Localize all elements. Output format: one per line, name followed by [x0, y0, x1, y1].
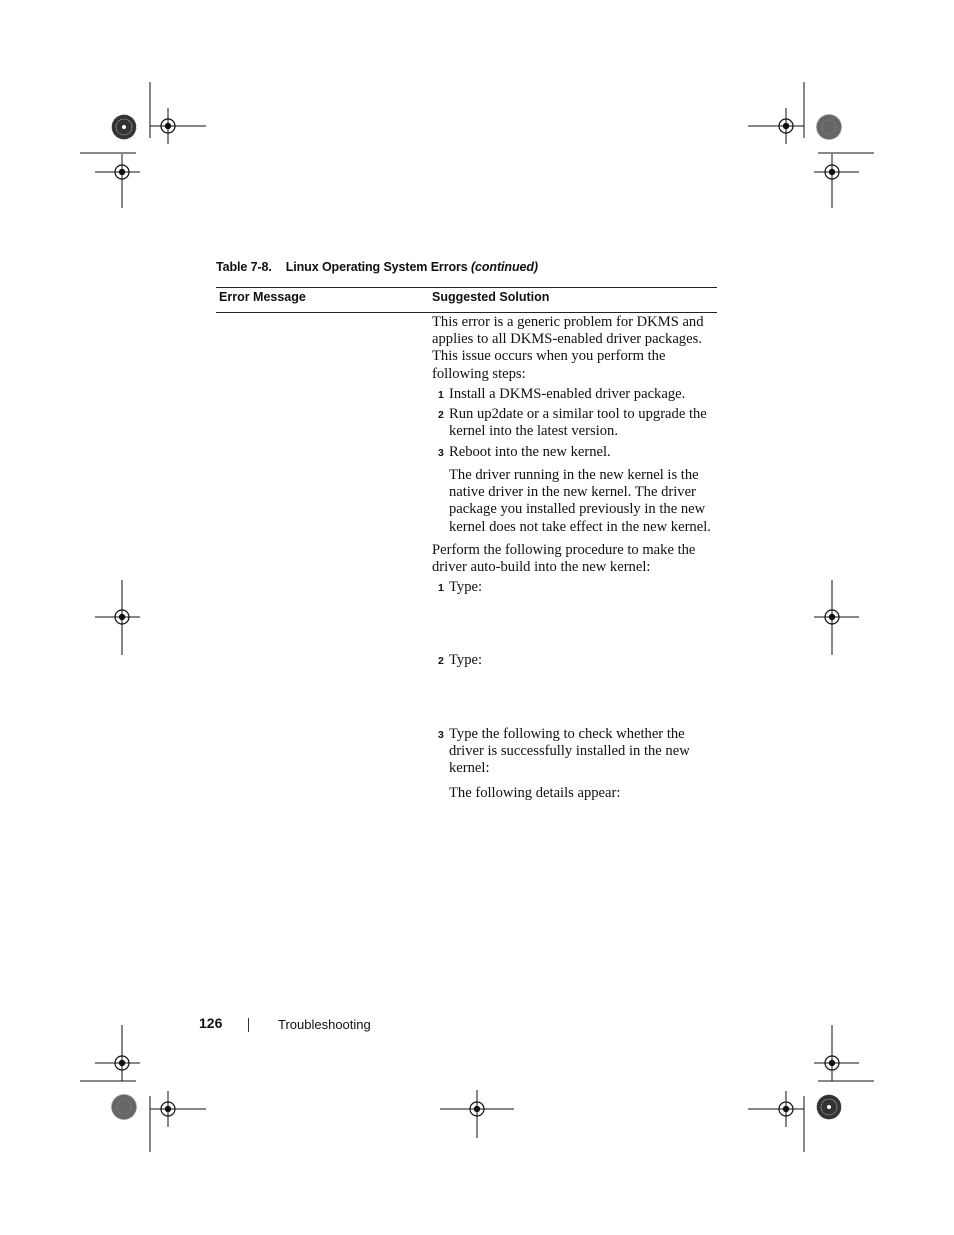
table-title: Linux Operating System Errors — [285, 260, 468, 274]
color-bar-grey-icon — [817, 115, 842, 140]
step-number: 3 — [438, 729, 444, 741]
page-number: 126 — [199, 1015, 223, 1031]
list-item — [438, 444, 611, 462]
step-text: Type: — [449, 652, 483, 668]
step-text: Type: — [449, 579, 483, 595]
step-text-prefix: Run — [449, 406, 477, 422]
command-up2date: up2date — [476, 406, 524, 422]
column-header-error: Error Message — [219, 290, 306, 304]
step-text — [449, 406, 711, 440]
footer-divider — [248, 1018, 249, 1032]
step-text: Reboot into the new kernel. — [449, 444, 611, 460]
table-header-rule — [216, 312, 717, 313]
table-top-rule — [216, 287, 717, 288]
step-number: 2 — [438, 409, 444, 421]
step-text: Type the following to check whether the driver is successfully installed in the new kernel: — [449, 726, 690, 777]
solution-intro: This error is a generic problem for DKMS and applies to all DKMS-enabled driver packages. This issue occurs when you perform the following steps: — [432, 314, 704, 382]
solution-note: The driver running in the new kernel is the native driver in the new kernel. The driver package you installed previously in the new kernel does not take effect in the new kernel. — [449, 467, 711, 535]
step-number: 1 — [438, 389, 444, 401]
list-item — [438, 386, 685, 404]
step-number: 3 — [438, 447, 444, 459]
table-continued: (continued) — [470, 260, 538, 274]
column-header-solution: Suggested Solution — [432, 290, 550, 304]
table-caption — [216, 260, 538, 274]
details-text: The following details appear: — [449, 785, 621, 801]
color-bar-grey-icon — [112, 1095, 137, 1120]
list-item — [438, 652, 482, 670]
footer-section-title: Troubleshooting — [278, 1017, 371, 1032]
color-bar-star-icon — [817, 1095, 842, 1120]
color-bar-star-icon — [112, 115, 137, 140]
step-number: 1 — [438, 582, 444, 594]
list-item — [438, 579, 482, 597]
step-text-suffix: or a similar tool to upgrade the kernel into the latest version. — [449, 406, 707, 440]
step-text: Install a DKMS-enabled driver package. — [449, 386, 686, 402]
procedure-intro: Perform the following procedure to make the driver auto-build into the new kernel: — [432, 542, 696, 576]
step-number: 2 — [438, 655, 444, 667]
table-label: Table 7-8. — [216, 260, 272, 274]
